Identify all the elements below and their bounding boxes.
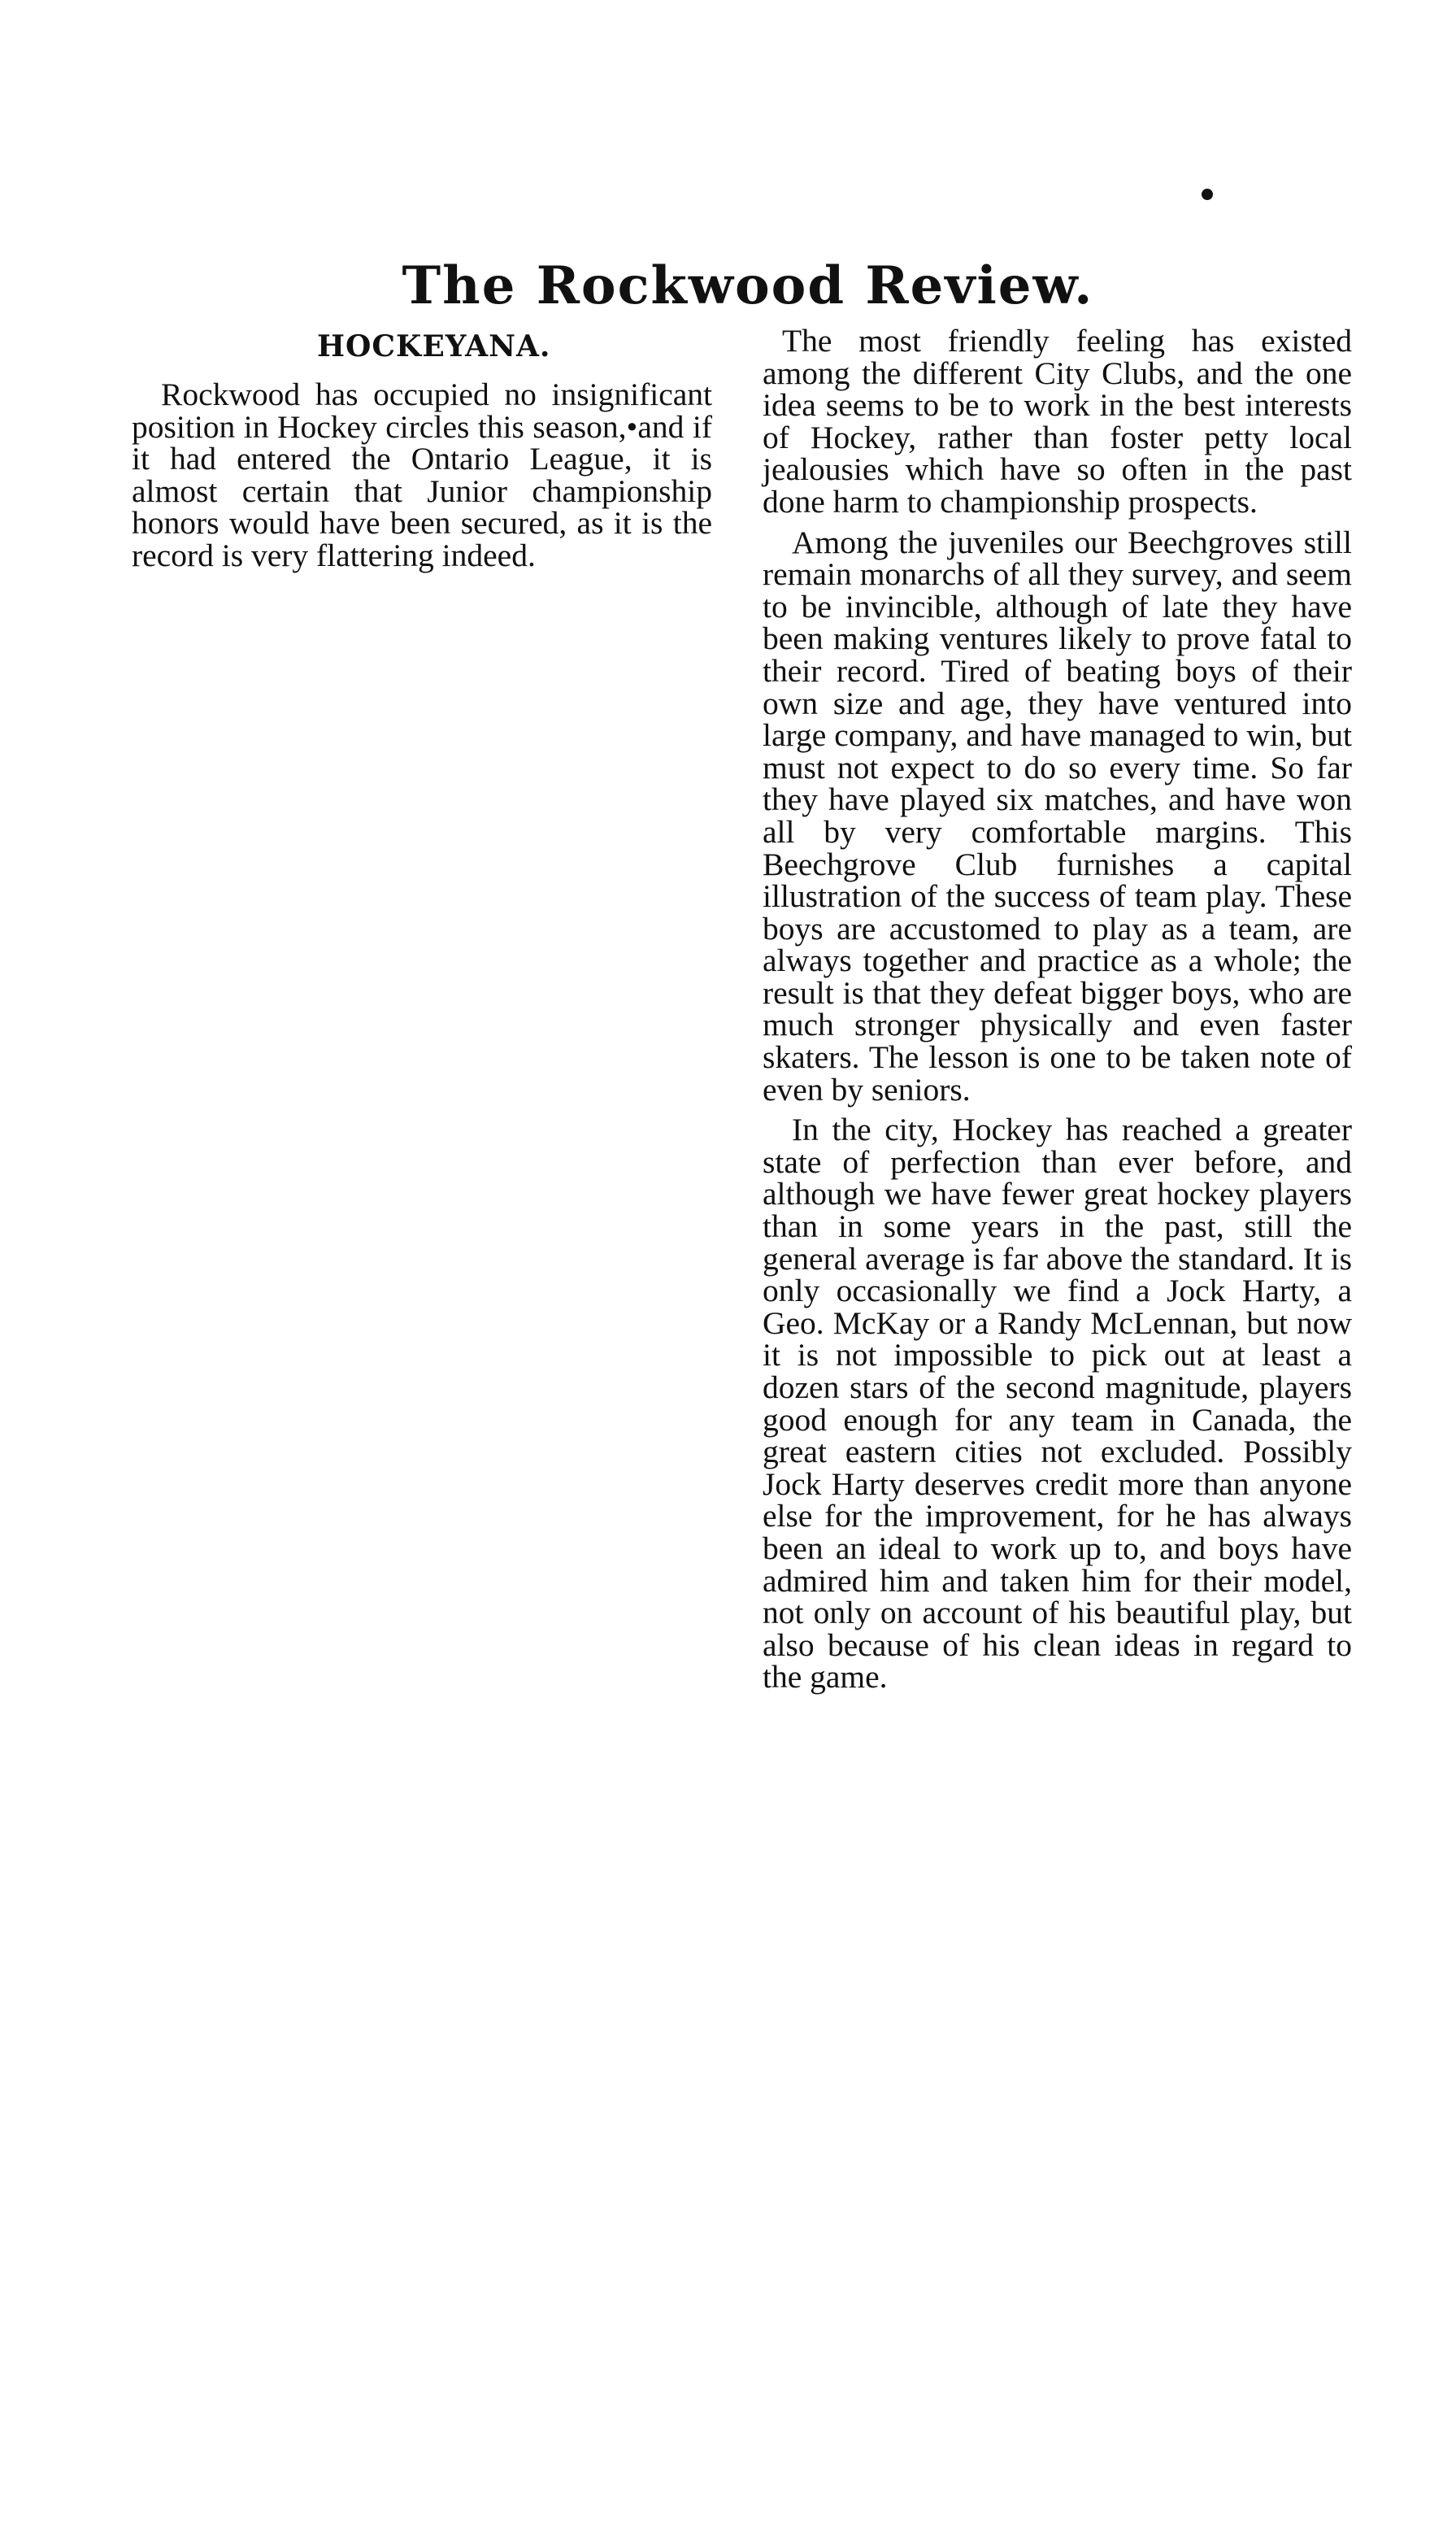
- paragraph: In the city, Hockey has reached a greater state of perfection than ever before, and although we have fewer great hockey players than in some years in the past, still the general average is far above the standard. It is only occasionally we find a Jock Harty, a Geo. McKay or a Randy McLennan, but now it is not impossible to pick out at least a dozen stars of the second magnitude, players good enough for any team in Canada, the great eastern cities not excluded. Possibly Jock Harty deserves credit more than anyone else for the improvement, for he has always been an ideal to work up to, and boys have admired him and taken him for their model, not only on account of his beautiful play, but also because of his clean ideas in regard to the game.: [763, 1112, 1352, 1695]
- left-column: [132, 325, 712, 581]
- paragraph: Among the juveniles our Beechgroves still remain monarchs of all they survey, and seem to be invincible, although of late they have been making ventures likely to prove fatal to their record. Tired of beating boys of their own size and age, they have ventured into large company, and have managed to win, but must not expect to do so every time. So far they have played six matches, and have won all by very comfortable margins. This Beechgrove Club furnishes a capital illustration of the success of team play. These boys are accustomed to play as a team, are always together and practice as a whole; the result is that they defeat bigger boys, who are much stronger physically and even faster skaters. The lesson is one to be taken note of even by seniors.: [763, 524, 1352, 1108]
- section-heading: HOCKEYANA.: [317, 329, 551, 363]
- masthead-title: The Rockwood Review.: [402, 255, 1094, 316]
- right-column: [763, 325, 1352, 1702]
- paragraph: Rockwood has occupied no insignificant position in Hockey circles this season,•and if it had entered the Ontario League, it is almost certain that Junior championship honors would have been secured, as it is the record is very flattering indeed.: [132, 377, 712, 573]
- paragraph: The most friendly feeling has existed among the different City Clubs, and the one idea seems to be to work in the best interests of Hockey, rather than foster petty local jealousies which have so often in the past done harm to championship prospects.: [763, 323, 1352, 520]
- ink-dot: [1202, 189, 1213, 200]
